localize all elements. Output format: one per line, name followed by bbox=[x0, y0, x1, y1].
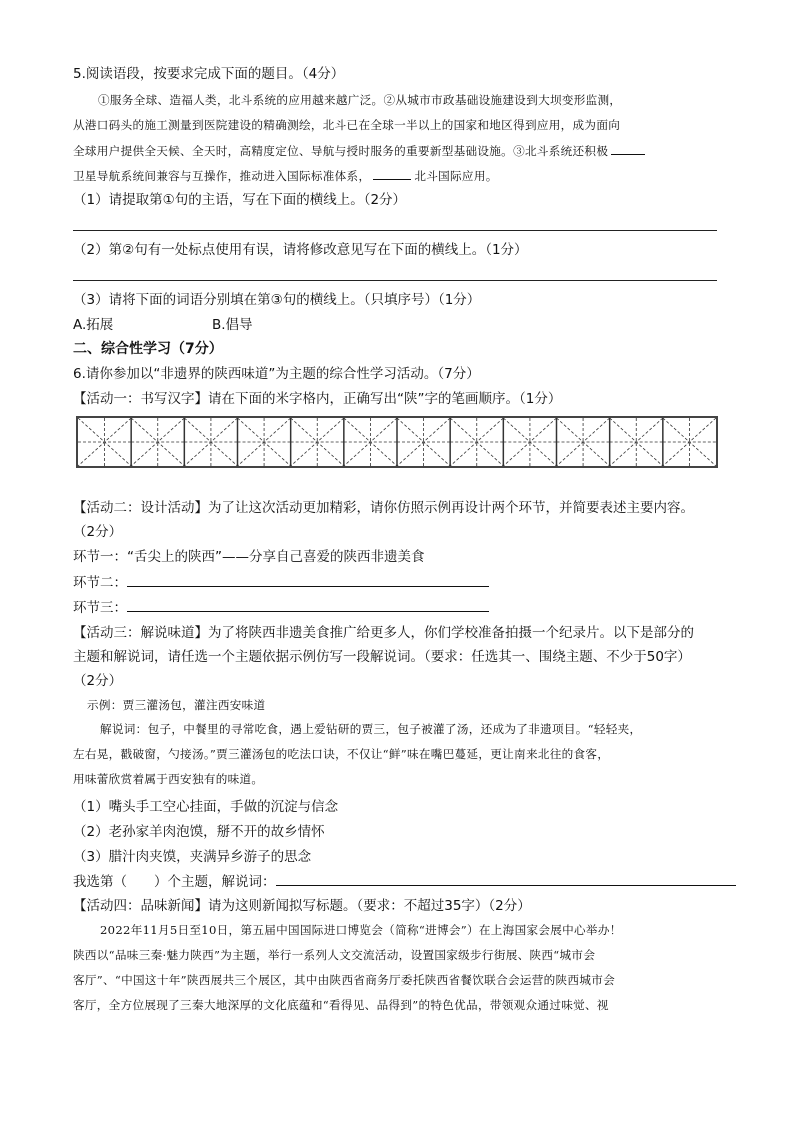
q5-blank-1[interactable] bbox=[611, 140, 645, 155]
link-1-example: 环节一：“舌尖上的陕西”——分享自己喜爱的陕西非遗美食 bbox=[73, 549, 425, 565]
news-line-2: 陕西以“品味三秦·魅力陕西”为主题，举行一系列人文交流活动，设置国家级步行街展、陕西“城市会 bbox=[73, 948, 596, 962]
example-title: 示例：贾三灌汤包，灌注西安味道 bbox=[87, 698, 266, 712]
q5-option-b: B.倡导 bbox=[212, 317, 253, 333]
link-2-answer-line[interactable] bbox=[127, 572, 489, 587]
q5-sub2-answer-line[interactable] bbox=[73, 280, 717, 281]
example-line-2: 左右晃，戳破窗，勺接汤。”贾三灌汤包的吃法口诀，不仅让“鲜”味在嘴巴蔓延，更让南来北往的食客， bbox=[73, 747, 610, 761]
link-2 bbox=[73, 572, 489, 593]
q5-paragraph-line-3-text: 全球用户提供全天候、全天时，高精度定位、导航与授时服务的重要新型基础设施。③北斗系统还积极 bbox=[73, 144, 609, 158]
theme-1: （1）嘴头手工空心挂面，手做的沉淀与信念 bbox=[73, 799, 339, 815]
example-line-1: 解说词：包子，中餐里的寻常吃食，遇上爱钻研的贾三，包子被灌了汤，还成为了非遗项目。“轻轻夹， bbox=[100, 722, 642, 736]
q5-sub3-prompt: （3）请将下面的词语分别填在第③句的横线上。（只填序号）（1分） bbox=[73, 292, 481, 308]
choose-theme bbox=[73, 871, 736, 892]
news-line-1: 2022年11月5日至10日，第五届中国国际进口博览会（简称“进博会”）在上海国家会展中心举办！ bbox=[100, 923, 622, 937]
news-line-3: 客厅”、“中国这十年”陕西展共三个展区，其中由陕西省商务厅委托陕西省餐饮联合会运营的陕西城市会 bbox=[73, 973, 616, 987]
mi-character-grid[interactable] bbox=[76, 416, 718, 468]
news-line-4: 客厅，全方位展现了三秦大地深厚的文化底蕴和“看得见、品得到”的特色优品，带领观众通过味觉、视 bbox=[73, 998, 609, 1012]
theme-3: （3）腊汁肉夹馍，夹满异乡游子的思念 bbox=[73, 849, 312, 865]
activity-3-prompt-line-3: （2分） bbox=[73, 673, 123, 689]
q5-paragraph-line-4-text-b: 北斗国际应用。 bbox=[414, 169, 498, 183]
activity-3-prompt-line-2: 主题和解说词，请任选一个主题依据示例仿写一段解说词。（要求：任选其一、围绕主题、不少于50字） bbox=[73, 649, 691, 665]
activity-2-prompt-line-1: 【活动二：设计活动】为了让这次活动更加精彩，请你仿照示例再设计两个环节，并简要表述主要内容。 bbox=[73, 500, 694, 516]
q5-title: 5.阅读语段，按要求完成下面的题目。（4分） bbox=[73, 66, 345, 82]
q5-sub2-prompt: （2）第②句有一处标点使用有误，请将修改意见写在下面的横线上。（1分） bbox=[73, 242, 528, 258]
mi-grid-lines bbox=[78, 418, 716, 466]
activity-1-prompt: 【活动一：书写汉字】请在下面的米字格内，正确写出“陕”字的笔画顺序。（1分） bbox=[73, 391, 562, 407]
theme-2: （2）老孙家羊肉泡馍，掰不开的故乡情怀 bbox=[73, 824, 325, 840]
q5-sub1-prompt: （1）请提取第①句的主语，写在下面的横线上。（2分） bbox=[73, 192, 407, 208]
link-2-label: 环节二： bbox=[73, 575, 127, 591]
section-2-heading: 二、综合性学习（7分） bbox=[73, 341, 223, 357]
q5-paragraph-line-2: 从港口码头的施工测量到医院建设的精确测绘，北斗已在全球一半以上的国家和地区得到应用，成为面向 bbox=[73, 118, 621, 132]
q5-paragraph-line-4 bbox=[73, 165, 498, 186]
example-line-3: 用味蕾欣赏着属于西安独有的味道。 bbox=[73, 772, 264, 786]
q5-option-a: A.拓展 bbox=[73, 317, 114, 333]
q6-title: 6.请你参加以“非遗界的陕西味道”为主题的综合性学习活动。（7分） bbox=[73, 366, 480, 382]
q5-blank-2[interactable] bbox=[373, 165, 411, 180]
choose-theme-label: 我选第（ ）个主题，解说词： bbox=[73, 874, 276, 890]
activity-4-prompt: 【活动四：品味新闻】请为这则新闻拟写标题。（要求：不超过35字）（2分） bbox=[73, 898, 531, 914]
activity-2-prompt-line-2: （2分） bbox=[73, 524, 123, 540]
activity-3-prompt-line-1: 【活动三：解说味道】为了将陕西非遗美食推广给更多人，你们学校准备拍摄一个纪录片。以下是部分的 bbox=[73, 625, 694, 641]
narration-answer-line[interactable] bbox=[276, 871, 736, 886]
link-3-label: 环节三： bbox=[73, 600, 127, 616]
q5-paragraph-line-3 bbox=[73, 140, 645, 161]
q5-paragraph-line-1: ①服务全球、造福人类，北斗系统的应用越来越广泛。②从城市市政基础设施建设到大坝变形监测， bbox=[98, 93, 622, 107]
link-3 bbox=[73, 597, 489, 618]
q5-paragraph-line-4-text-a: 卫星导航系统间兼容与互操作，推动进入国际标准体系， bbox=[73, 169, 371, 183]
link-3-answer-line[interactable] bbox=[127, 597, 489, 612]
q5-sub1-answer-line[interactable] bbox=[73, 230, 717, 231]
